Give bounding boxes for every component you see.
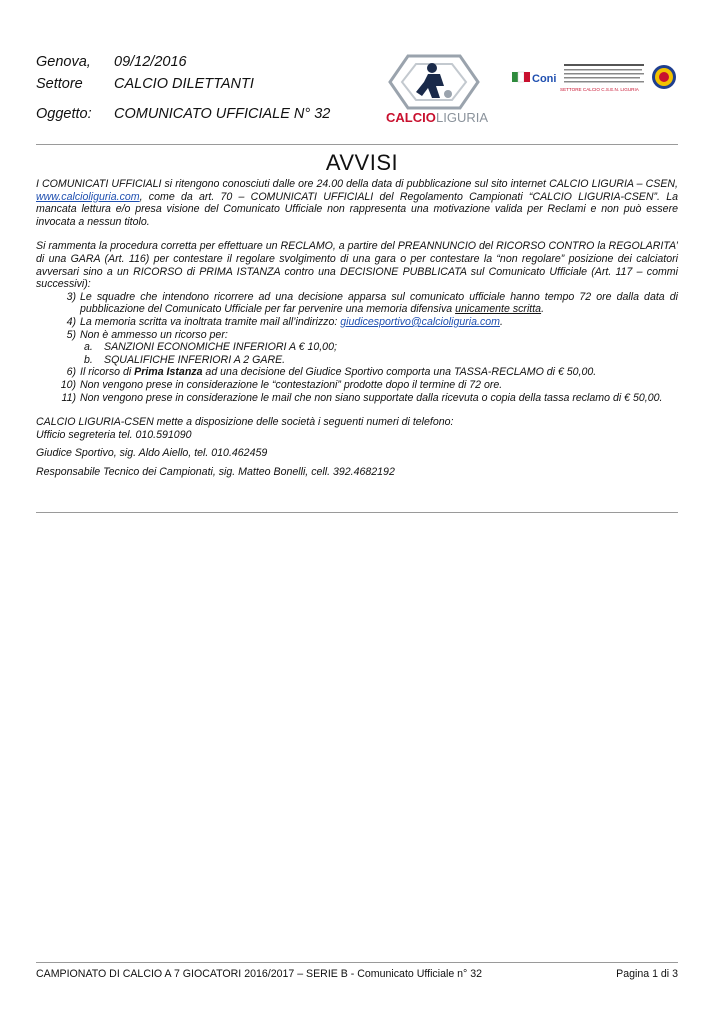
intro-text-a: I COMUNICATI UFFICIALI si ritengono conosciuti dalle ore 24.00 della data di pubblicazione sul sito internet CALCIO LIGURIA – CSEN, bbox=[36, 178, 678, 190]
intro-text-b: , come da art. 70 – COMUNICATI UFFICIALI del Regolamento Campionati “CALCIO LIGURIA-CSEN”. La mancata lettura e/o presa visione del Comunicato Ufficiale non rappresenta una motivazione valida per Reclami e non può essere invocata a nessun titolo. bbox=[36, 190, 678, 228]
page-number: Pagina 1 di 3 bbox=[616, 968, 678, 980]
liguria-word: LIGURIA bbox=[436, 110, 489, 125]
header-sector-line bbox=[36, 76, 254, 92]
announcement-body bbox=[36, 178, 678, 478]
coni-icon bbox=[512, 72, 530, 82]
page-title: AVVISI bbox=[325, 150, 399, 175]
csen-caption: SETTORE CALCIO C.S.E.N. LIGURIA bbox=[560, 87, 639, 92]
calcio-liguria-logo bbox=[378, 50, 490, 128]
header-subject-line bbox=[36, 106, 330, 122]
contacts-intro: CALCIO LIGURIA-CSEN mette a disposizione delle società i seguenti numeri di telefono: bbox=[36, 416, 454, 429]
csen-badge-icon bbox=[652, 65, 676, 89]
body-divider bbox=[36, 512, 678, 513]
header-date-line bbox=[36, 54, 187, 70]
document-date: 09/12/2016 bbox=[114, 54, 187, 70]
procedure-list bbox=[36, 291, 678, 404]
header-divider bbox=[36, 144, 678, 145]
list-item: 5) Non è ammesso un ricorso per: a. SANZIONI ECONOMICHE INFERIORI A € 10,00; b. SQUALIFICHE INFERIORI A 2 GARE. bbox=[36, 329, 678, 367]
email-link[interactable]: giudicesportivo@calcioliguria.com bbox=[340, 315, 500, 328]
procedure-paragraph: Si rammenta la procedura corretta per effettuare un RECLAMO, a partire del PREANNUNCIO del RICORSO CONTRO la REGOLARITA’ di una GARA (Art. 116) per contestare il regolare svolgimento di una gara o per contestare la “non regolare” posizione dei calciatori avversari sino a un RICORSO di PRIMA ISTANZA contro una DECISIONE PUBBLICATA sul Comunicato Ufficiale (Art. 117 – commi successivi): bbox=[36, 240, 678, 291]
website-link[interactable]: www.calcioliguria.com bbox=[36, 190, 140, 203]
sector-value: CALCIO DILETTANTI bbox=[114, 76, 254, 92]
sublist bbox=[80, 341, 678, 366]
footer-title: CAMPIONATO DI CALCIO A 7 GIOCATORI 2016/2017 – SERIE B - Comunicato Ufficiale n° 32 bbox=[36, 968, 483, 980]
coni-csen-logo bbox=[508, 58, 678, 96]
sublist-item: a. SANZIONI ECONOMICHE INFERIORI A € 10,00; bbox=[84, 341, 337, 354]
list-item: 3) Le squadre che intendono ricorrere ad una decisione apparsa sul comunicato ufficiale hanno tempo 72 ore dalla data di pubblicazione del Comunicato Ufficiale per far pervenire una memoria difensiva unicamente scritta. bbox=[66, 290, 678, 316]
list-item: 10) Non vengono prese in considerazione le “contestazioni” prodotte dopo il termine di 72 ore. bbox=[60, 378, 503, 391]
sector-label: Settore bbox=[36, 76, 83, 92]
list-item: 4) La memoria scritta va inoltrata tramite mail all’indirizzo: giudicesportivo@calcioliguria.com. bbox=[66, 315, 503, 328]
subject-value: COMUNICATO UFFICIALE N° 32 bbox=[114, 106, 331, 122]
page-footer bbox=[36, 968, 678, 980]
city-label: Genova, bbox=[36, 54, 91, 70]
subject-label: Oggetto: bbox=[36, 106, 92, 122]
contact-tech: Responsabile Tecnico dei Campionati, sig. Matteo Bonelli, cell. 392.4682192 bbox=[36, 465, 395, 478]
calcio-word: CALCIO bbox=[386, 110, 436, 125]
intro-paragraph bbox=[36, 178, 678, 228]
contact-judge: Giudice Sportivo, sig. Aldo Aiello, tel. 010.462459 bbox=[36, 447, 268, 460]
list-item: 11) Non vengono prese in considerazione le mail che non siano supportate dalla ricevuta o copia della tassa reclamo di € 50,00. bbox=[61, 391, 663, 404]
sublist-item: b. SQUALIFICHE INFERIORI A 2 GARE. bbox=[84, 353, 286, 366]
list-item: 6) Il ricorso di Prima Istanza ad una decisione del Giudice Sportivo comporta una TASSA-RECLAMO di € 50,00. bbox=[66, 366, 597, 379]
footer-divider bbox=[36, 962, 678, 963]
coni-text: Coni bbox=[532, 73, 557, 85]
contact-office: Ufficio segreteria tel. 010.591090 bbox=[36, 428, 192, 441]
